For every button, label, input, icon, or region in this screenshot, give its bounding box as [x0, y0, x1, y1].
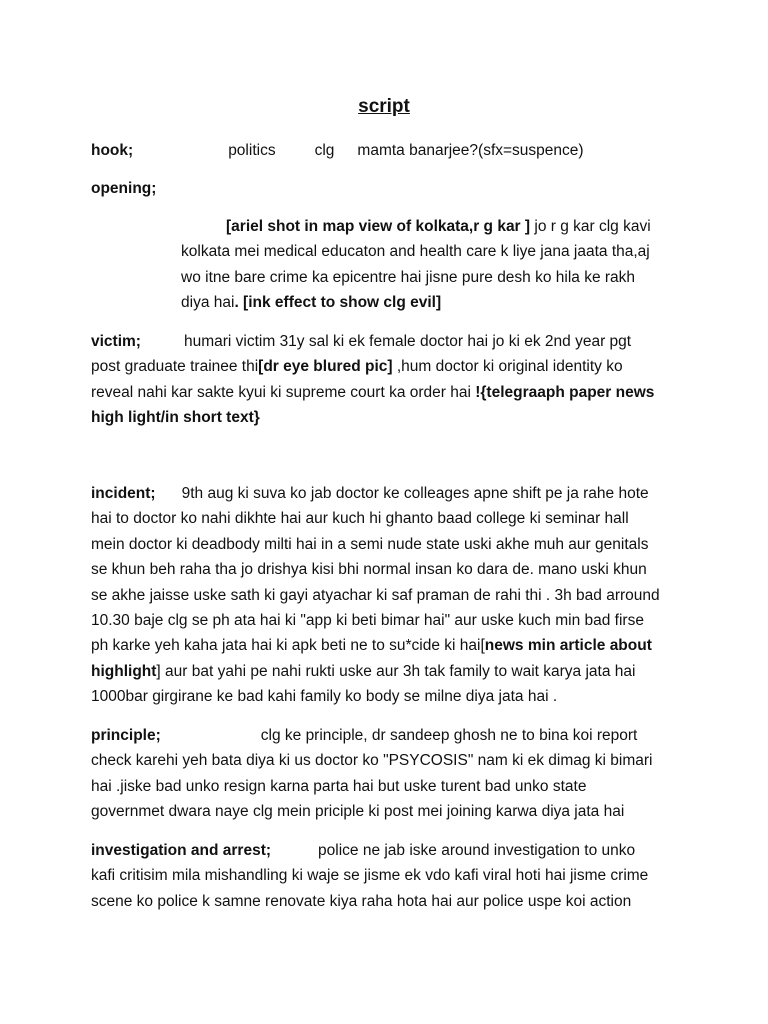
principle-line-3: hai .jiske bad unko resign karna parta hai but uske turent bad unko state	[91, 777, 587, 795]
incident-line-9: 1000bar girgirane ke bad kahi family ko body se milne diya jata hai .	[91, 688, 558, 706]
victim-line-2-rest: ,hum doctor ki original identity ko	[392, 358, 623, 376]
victim-note-telegraph: !{telegraaph paper news	[475, 383, 655, 401]
incident-line-1: 9th aug ki suva ko jab doctor ke colleages apne shift pe ja rahe hote	[181, 485, 649, 502]
victim-line-1: humari victim 31y sal ki ek female doctor hai jo ki ek 2nd year pgt	[183, 333, 632, 350]
incident-line-5: se akhe jaisse uske sath ki gayi atyachar ki saf praman de rahi thi . 3h bad arround	[91, 586, 660, 604]
opening-section	[181, 214, 651, 316]
opening-note-ink-effect: . [ink effect to show clg evil]	[234, 294, 442, 312]
principle-line-2: check karehi yeh bata diya ki us doctor ko "PSYCOSIS" nam ki ek dimag ki bimari	[91, 752, 653, 770]
hook-word-clg: clg	[314, 142, 335, 159]
victim-line-3: reveal nahi kar sakte kyui ki supreme court ka order hai	[91, 383, 476, 401]
incident-label: incident;	[91, 485, 156, 502]
incident-line-2: hai to doctor ko nahi dikhte hai aur kuch hi ghanto baad college ki seminar hall	[91, 510, 629, 528]
victim-note-telegraph-2: high light/in short text}	[91, 409, 260, 427]
opening-line-1: jo r g kar clg kavi	[530, 218, 651, 235]
incident-section	[91, 481, 660, 710]
victim-label: victim;	[91, 333, 141, 350]
principle-line-1: clg ke principle, dr sandeep ghosh ne to bina koi report	[260, 727, 638, 744]
incident-line-6: 10.30 baje clg se ph ata hai ki "app ki beti bimar hai" aur uske kuch min bad firse	[91, 612, 644, 630]
investigation-line-2: kafi critisim mila mishandling ki waje se jisme ek vdo kafi viral hoti hai jisme crime	[91, 867, 649, 885]
investigation-line-3: scene ko police k samne renovate kiya raha hota hai aur police uspe koi action	[91, 892, 632, 910]
opening-label: opening;	[91, 180, 157, 197]
victim-section	[91, 329, 654, 431]
opening-line-3: wo itne bare crime ka epicentre hai jisne pure desh ko hila ke rakh	[181, 268, 636, 286]
victim-note-eye-blur: [dr eye blured pic]	[258, 358, 393, 376]
incident-line-8: ] aur bat yahi pe nahi rukti uske aur 3h tak family to wait karya jata hai	[156, 662, 636, 680]
principle-line-4: governmet dwara naye clg mein priciple ki post mei joining karwa diya jata hai	[91, 803, 625, 821]
incident-line-4: se khun beh raha tha jo drishya kisi bhi normal insan ko dara de. mano uski khun	[91, 561, 647, 579]
hook-word-politics: politics	[228, 142, 276, 159]
page-title: script	[358, 96, 410, 117]
principle-label: principle;	[91, 727, 161, 744]
incident-note-news-min: news min article about	[484, 637, 652, 655]
opening-line-4: diya hai	[181, 294, 235, 312]
opening-line-2: kolkata mei medical educaton and health care k liye jana jaata tha,aj	[181, 243, 650, 261]
incident-line-7: ph karke yeh kaha jata hai ki apk beti ne to su*cide ki hai[	[91, 637, 485, 655]
victim-line-2: post graduate trainee thi	[91, 358, 259, 376]
opening-note-ariel-shot: [ariel shot in map view of kolkata,r g kar ]	[226, 218, 531, 235]
investigation-line-1: police ne jab iske around investigation to unko	[318, 842, 636, 859]
principle-section	[91, 723, 653, 825]
hook-word-mamta: mamta banarjee?(sfx=suspence)	[357, 142, 584, 159]
incident-note-highlight: highlight	[91, 662, 157, 680]
opening-label-block	[91, 176, 156, 201]
investigation-label: investigation and arrest;	[91, 842, 272, 859]
hook-section	[91, 138, 584, 163]
investigation-section	[91, 838, 648, 914]
incident-line-3: mein doctor ki deadbody milti hai in a semi nude state uski akhe muh aur genitals	[91, 535, 649, 553]
hook-label: hook;	[91, 142, 134, 159]
